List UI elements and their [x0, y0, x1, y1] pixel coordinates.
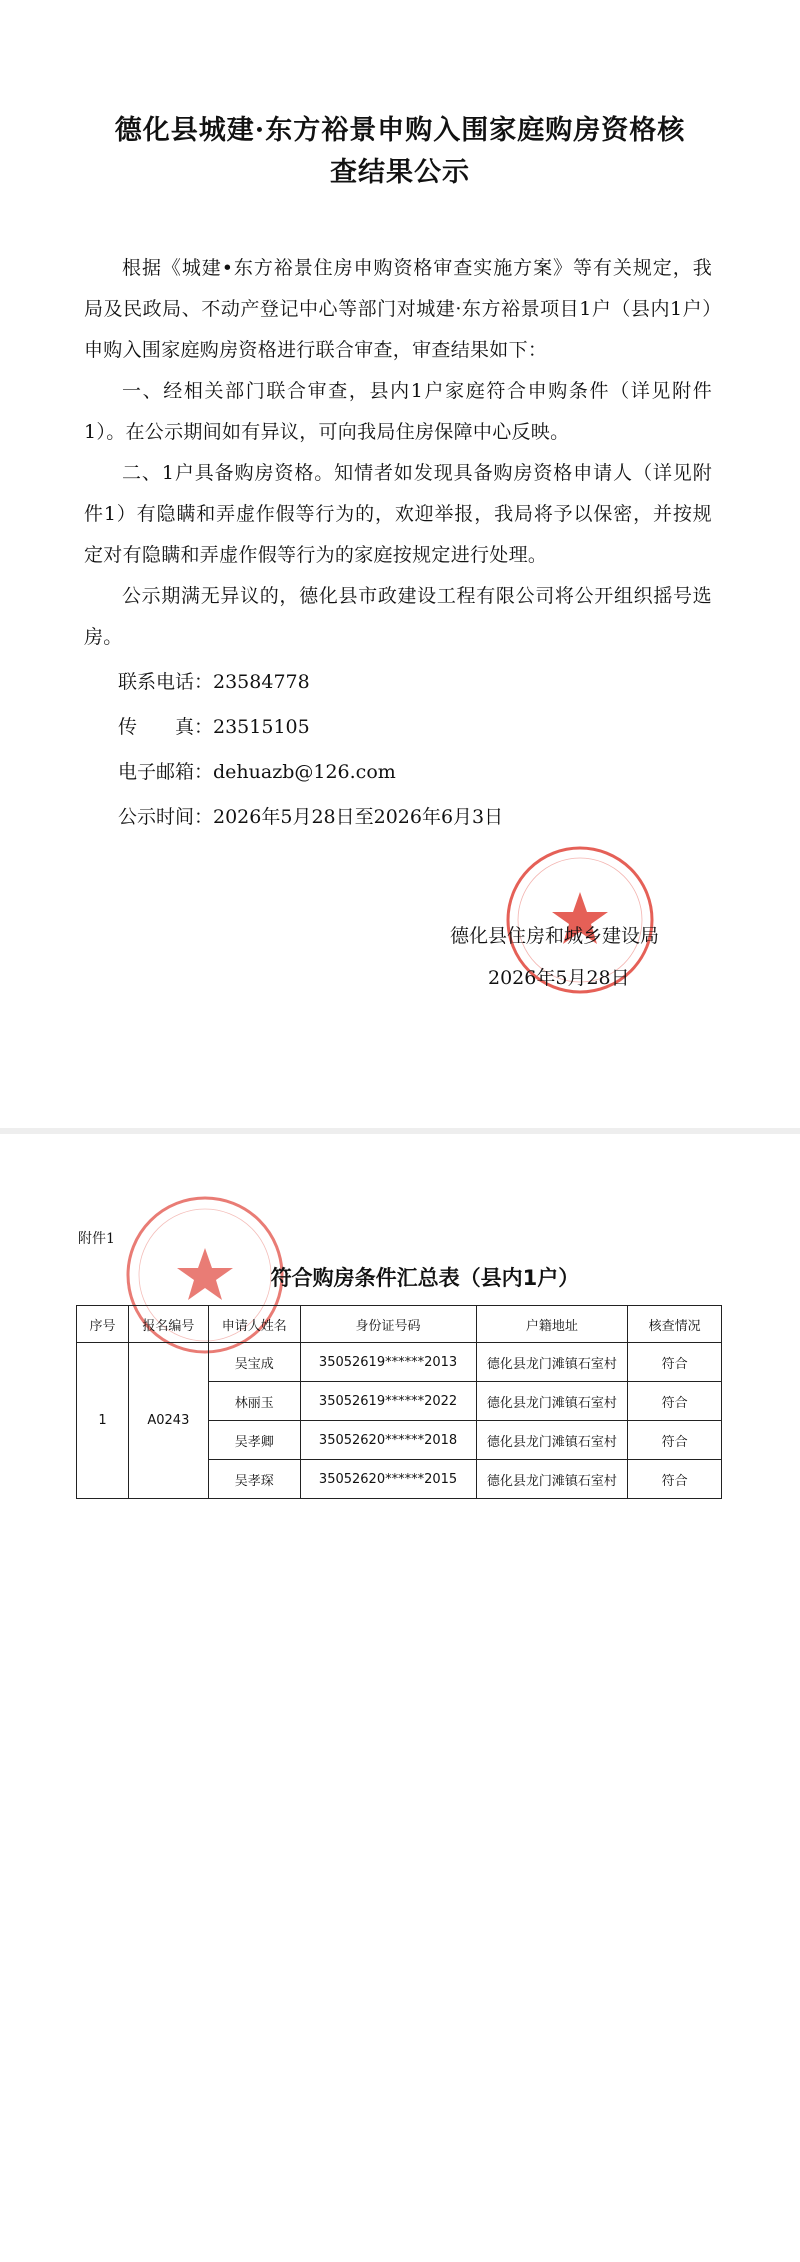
cell-reg-no: A0243: [128, 1343, 208, 1499]
cell-id: 35052619******2013: [300, 1343, 476, 1382]
paragraph-result-1: 一、经相关部门联合审查，县内1户家庭符合申购条件（详见附件1）。在公示期间如有异议，可向我局住房保障中心反映。: [84, 380, 712, 443]
contact-fax: 传 真：23515105: [118, 716, 310, 738]
cell-seq: 1: [77, 1343, 129, 1499]
cell-address: 德化县龙门滩镇石室村: [476, 1460, 628, 1499]
cell-name: 吴宝成: [208, 1343, 300, 1382]
cell-status: 符合: [628, 1343, 722, 1382]
cell-id: 35052620******2018: [300, 1421, 476, 1460]
cell-address: 德化县龙门滩镇石室村: [476, 1421, 628, 1460]
attachment-label: 附件1: [78, 1231, 115, 1247]
notice-period: 公示时间：2026年5月28日至2026年6月3日: [118, 806, 504, 828]
cell-id: 35052619******2022: [300, 1382, 476, 1421]
contact-email: 电子邮箱：dehuazb@126.com: [118, 761, 396, 783]
paragraph-result-2: 二、1户具备购房资格。知情者如发现具备购房资格申请人（详见附件1）有隐瞒和弄虚作假等行为的，欢迎举报，我局将予以保密，并按规定对有隐瞒和弄虚作假等行为的家庭按规定进行处理。: [84, 462, 712, 566]
summary-table: [76, 1305, 722, 1499]
cell-name: 吴孝卿: [208, 1421, 300, 1460]
notice-page: [0, 0, 800, 1128]
cell-id: 35052620******2015: [300, 1460, 476, 1499]
table-header-row: [77, 1306, 722, 1343]
header-seq: 序号: [77, 1306, 129, 1343]
header-id-number: 身份证号码: [300, 1306, 476, 1343]
cell-status: 符合: [628, 1382, 722, 1421]
cell-status: 符合: [628, 1460, 722, 1499]
header-name: 申请人姓名: [208, 1306, 300, 1343]
paragraph-basis: 根据《城建•东方裕景住房申购资格审查实施方案》等有关规定，我局及民政局、不动产登记中心等部门对城建·东方裕景项目1户（县内1户）申购入围家庭购房资格进行联合审查，审查结果如下：: [84, 257, 712, 361]
header-address: 户籍地址: [476, 1306, 628, 1343]
paragraph-lottery: 公示期满无异议的，德化县市政建设工程有限公司将公开组织摇号选房。: [84, 585, 712, 648]
header-reg-no: 报名编号: [128, 1306, 208, 1343]
table-row: [77, 1343, 722, 1382]
cell-name: 吴孝琛: [208, 1460, 300, 1499]
contact-phone: 联系电话：23584778: [118, 671, 310, 693]
issue-date: 2026年5月28日: [488, 967, 630, 989]
cell-address: 德化县龙门滩镇石室村: [476, 1343, 628, 1382]
notice-title-line-1: 德化县城建·东方裕景申购入围家庭购房资格核: [114, 115, 686, 146]
cell-status: 符合: [628, 1421, 722, 1460]
notice-title-line-2: 查结果公示: [330, 157, 470, 188]
cell-address: 德化县龙门滩镇石室村: [476, 1382, 628, 1421]
summary-table-title: 符合购房条件汇总表（县内1户）: [270, 1266, 580, 1290]
header-status: 核查情况: [628, 1306, 722, 1343]
cell-name: 林丽玉: [208, 1382, 300, 1421]
issuer-name: 德化县住房和城乡建设局: [450, 925, 660, 947]
notice-title: [80, 110, 720, 194]
